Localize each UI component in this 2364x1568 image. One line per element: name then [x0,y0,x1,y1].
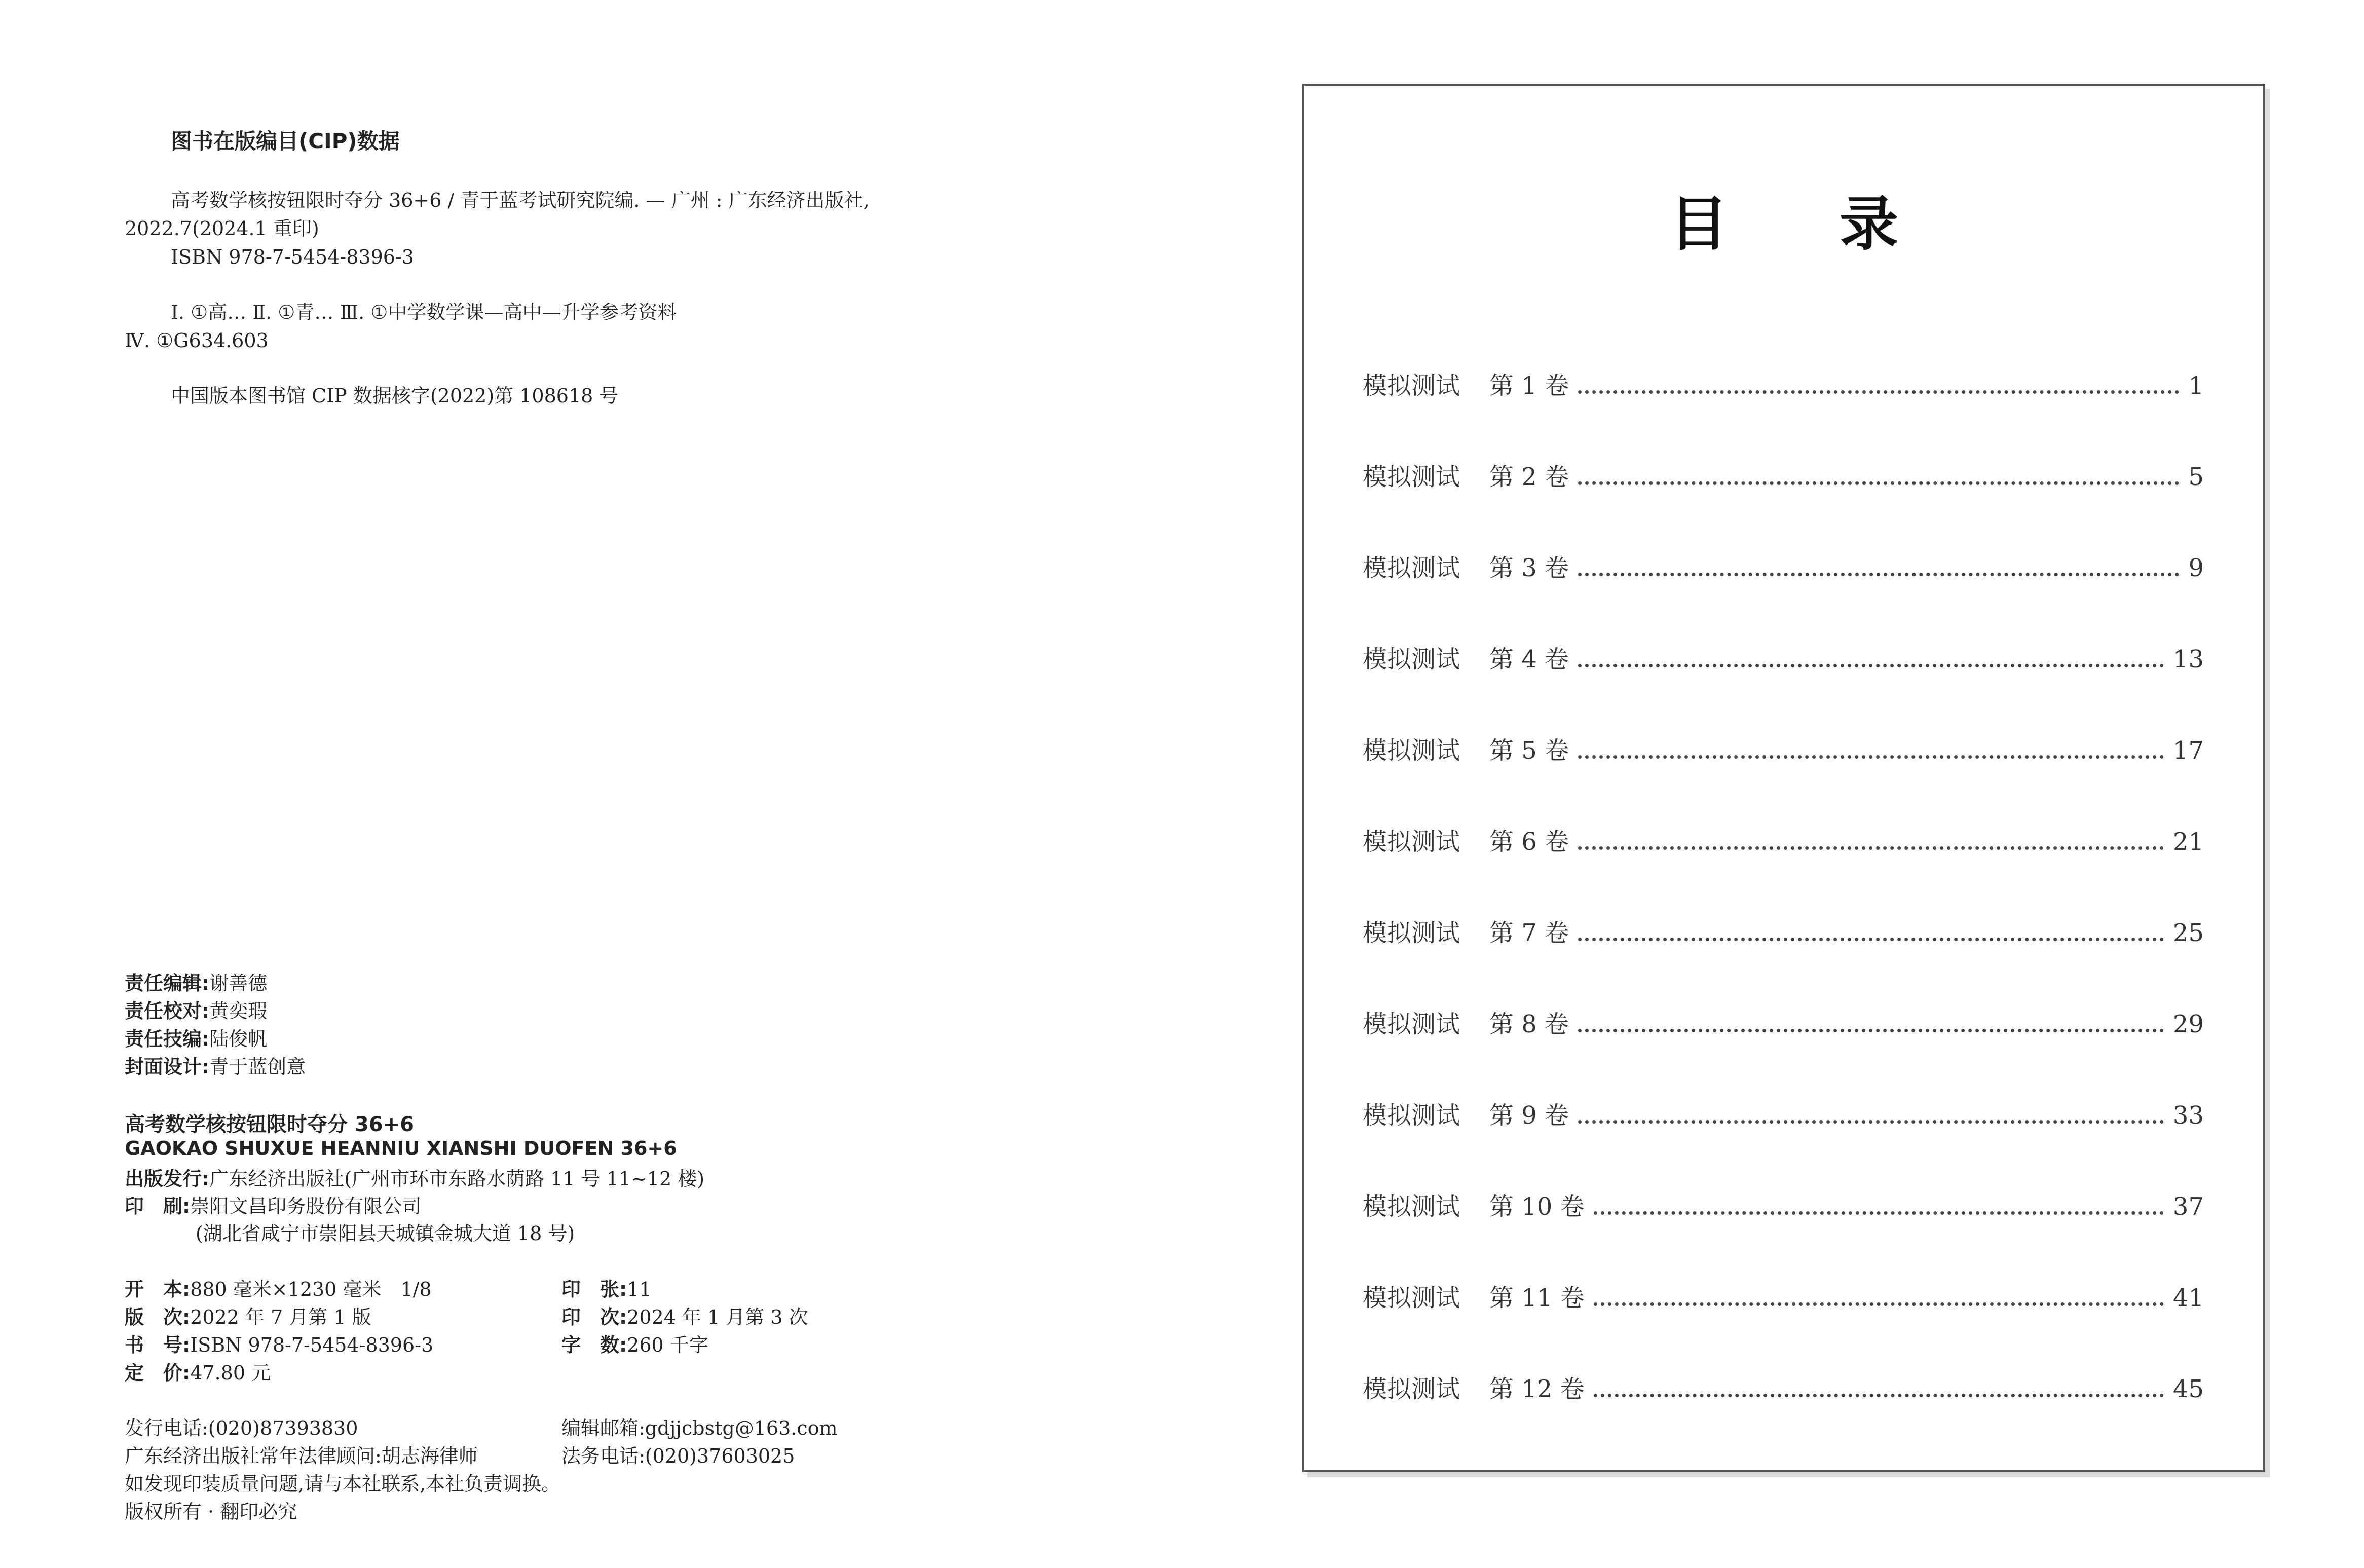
toc-entry-volume: 第 8 卷 [1489,1010,1569,1038]
toc-leader-dots [1578,390,2179,394]
spec-label: 定 价: [125,1362,191,1384]
staff-value: 黄奕瑕 [209,1000,268,1022]
staff-line [125,969,267,997]
staff-value: 谢善德 [209,972,268,994]
printer-value: 崇阳文昌印务股份有限公司 [190,1195,422,1217]
spec-line [561,1303,808,1331]
toc-leader-dots [1578,1120,2164,1124]
toc-leader-dots [1578,664,2164,667]
staff-label: 责任校对: [125,1000,210,1022]
toc-entry-volume: 第 2 卷 [1489,463,1569,491]
toc-entry[interactable] [1363,1004,2204,1040]
spec-label: 版 次: [125,1306,191,1328]
spec-label: 印 张: [561,1278,627,1300]
toc-entry-prefix: 模拟测试 [1363,919,1460,947]
spec-line [561,1331,708,1359]
spec-label: 字 数: [561,1334,627,1356]
toc-entry[interactable] [1363,1278,2204,1314]
toc-entry-page: 5 [2188,463,2204,491]
printer-label: 印 刷: [125,1195,191,1217]
toc-entry-prefix: 模拟测试 [1363,645,1460,674]
toc-entry-volume: 第 11 卷 [1489,1284,1585,1312]
book-title-en: GAOKAO SHUXUE HEANNIU XIANSHI DUOFEN 36+6 [125,1137,677,1160]
toc-leader-dots [1578,1029,2164,1032]
toc-entry[interactable] [1363,822,2204,857]
staff-value: 陆俊帆 [209,1028,268,1050]
cip-line: ISBN 978-7-5454-8396-3 [171,246,414,268]
toc-entry-volume: 第 6 卷 [1489,828,1569,856]
spec-line [125,1275,432,1303]
toc-entry-page: 17 [2172,736,2204,765]
contact-line: 法务电话:(020)37603025 [561,1445,795,1467]
staff-line [125,997,267,1025]
toc-entry-page: 9 [2188,554,2204,582]
toc-entry[interactable] [1363,548,2204,584]
toc-leader-dots [1594,1394,2164,1397]
staff-value: 青于蓝创意 [209,1056,306,1078]
toc-entry[interactable] [1363,640,2204,675]
cip-line: 高考数学核按钮限时夺分 36+6 / 青于蓝考试研究院编. — 广州 : 广东经济出版社, [171,189,870,211]
toc-entry-page: 33 [2172,1101,2204,1130]
spec-value: 11 [627,1278,652,1300]
toc-entry-page: 21 [2172,828,2204,856]
toc-entry-page: 13 [2172,645,2204,674]
toc-entry[interactable] [1363,1187,2204,1222]
contact-line: 发行电话:(020)87393830 [125,1417,358,1439]
toc-entry-prefix: 模拟测试 [1363,1192,1460,1221]
spec-value: 2024 年 1 月第 3 次 [627,1306,808,1328]
printer-address: (湖北省咸宁市崇阳县天城镇金城大道 18 号) [196,1222,575,1245]
toc-entry-page: 37 [2172,1192,2204,1221]
toc-entry-prefix: 模拟测试 [1363,1010,1460,1038]
toc-entry[interactable] [1363,1369,2204,1405]
toc-leader-dots [1578,573,2179,576]
toc-leader-dots [1594,1211,2164,1215]
contact-line: 版权所有 · 翻印必究 [125,1501,297,1523]
spec-line [125,1303,371,1331]
cip-line: Ⅳ. ①G634.603 [125,329,269,352]
toc-entry-prefix: 模拟测试 [1363,828,1460,856]
staff-line [125,1053,306,1081]
publisher-value: 广东经济出版社(广州市环市东路水荫路 11 号 11~12 楼) [209,1168,705,1190]
spec-value: 260 千字 [627,1334,708,1356]
printer-line [125,1192,421,1220]
spec-value: 2022 年 7 月第 1 版 [190,1306,371,1328]
toc-entry[interactable] [1363,1096,2204,1131]
toc-entry-volume: 第 4 卷 [1489,645,1569,674]
contact-line: 如发现印装质量问题,请与本社联系,本社负责调换。 [125,1473,561,1495]
toc-entry-prefix: 模拟测试 [1363,371,1460,400]
spec-value: 47.80 元 [190,1362,271,1384]
toc-entry-page: 45 [2172,1375,2204,1403]
toc-entry[interactable] [1363,366,2204,401]
toc-entry-volume: 第 12 卷 [1489,1375,1585,1403]
toc-entry-volume: 第 5 卷 [1489,736,1569,765]
cip-line: 中国版本图书馆 CIP 数据核字(2022)第 108618 号 [171,385,619,407]
toc-entry[interactable] [1363,731,2204,766]
toc-entry[interactable] [1363,913,2204,949]
spec-value: ISBN 978-7-5454-8396-3 [190,1334,434,1356]
spec-line [125,1331,433,1359]
spec-value: 880 毫米×1230 毫米 1/8 [190,1278,432,1300]
toc-leader-dots [1578,481,2179,485]
spec-label: 书 号: [125,1334,191,1356]
toc-entry-volume: 第 10 卷 [1489,1192,1585,1221]
spec-line [125,1359,271,1387]
toc-entry-volume: 第 1 卷 [1489,371,1569,400]
toc-leader-dots [1578,755,2164,759]
contact-line: 广东经济出版社常年法律顾问:胡志海律师 [125,1445,478,1467]
toc-entry-volume: 第 3 卷 [1489,554,1569,582]
toc-leader-dots [1578,846,2164,850]
toc-entry[interactable] [1363,457,2204,493]
toc-entry-page: 25 [2172,919,2204,947]
publisher-line [125,1165,704,1193]
toc-entry-prefix: 模拟测试 [1363,1375,1460,1403]
staff-line [125,1025,267,1053]
toc-entry-prefix: 模拟测试 [1363,554,1460,582]
toc-entry-prefix: 模拟测试 [1363,736,1460,765]
staff-label: 封面设计: [125,1056,210,1078]
staff-label: 责任编辑: [125,972,210,994]
toc-entry-volume: 第 9 卷 [1489,1101,1569,1130]
toc-leader-dots [1578,938,2164,941]
toc-entry-page: 29 [2172,1010,2204,1038]
spec-line [561,1275,652,1303]
publisher-label: 出版发行: [125,1168,210,1190]
spec-label: 开 本: [125,1278,191,1300]
toc-leader-dots [1594,1302,2164,1306]
toc-entry-page: 41 [2172,1284,2204,1312]
toc-entry-page: 1 [2188,371,2204,400]
toc-entry-prefix: 模拟测试 [1363,463,1460,491]
table-of-contents [1302,84,2265,1472]
cip-line: 2022.7(2024.1 重印) [125,217,319,240]
toc-entry-volume: 第 7 卷 [1489,919,1569,947]
contact-line: 编辑邮箱:gdjjcbstg@163.com [561,1417,838,1439]
staff-label: 责任技编: [125,1028,210,1050]
cip-line: Ⅰ. ①高… Ⅱ. ①青… Ⅲ. ①中学数学课—高中—升学参考资料 [171,301,677,323]
toc-entry-prefix: 模拟测试 [1363,1284,1460,1312]
toc-title: 目录 [1669,190,2010,258]
spec-label: 印 次: [561,1306,627,1328]
cip-heading: 图书在版编目(CIP)数据 [171,129,400,154]
toc-entry-prefix: 模拟测试 [1363,1101,1460,1130]
book-title-cn: 高考数学核按钮限时夺分 36+6 [125,1113,414,1136]
